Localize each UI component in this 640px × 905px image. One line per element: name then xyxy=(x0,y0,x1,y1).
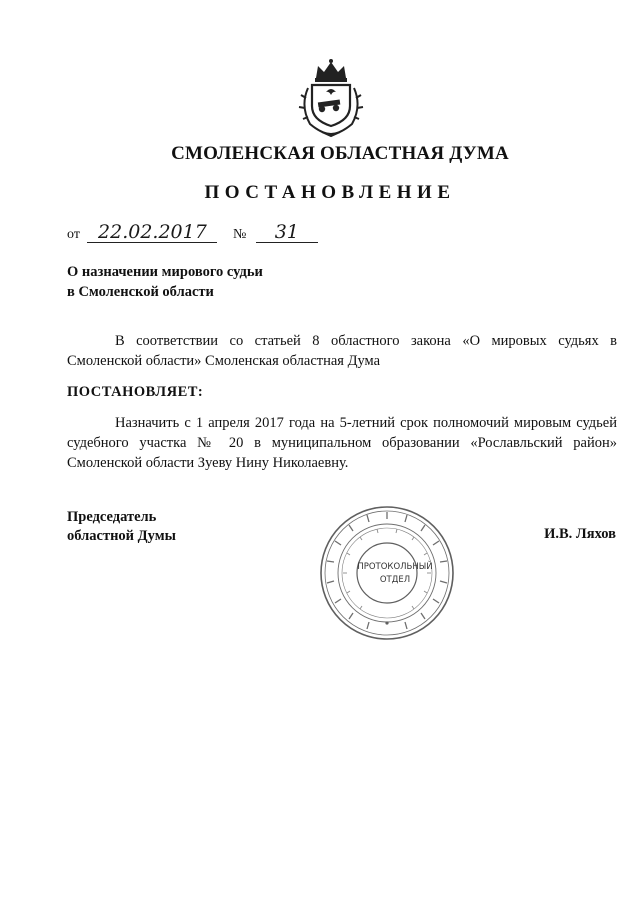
registration-line xyxy=(67,222,318,246)
signer-title-line-1: Председатель xyxy=(67,509,157,525)
signer-title-line-2: областной Думы xyxy=(67,528,176,544)
coat-of-arms-icon xyxy=(296,58,366,138)
number-prefix: № xyxy=(232,227,247,242)
document-type-heading: ПОСТАНОВЛЕНИЕ xyxy=(204,182,456,203)
signer-name: И.В. Ляхов xyxy=(544,526,616,542)
subject-line-1: О назначении мирового судьи xyxy=(67,264,263,280)
signer-title xyxy=(67,508,267,546)
seal-center-line-2: ОТДЕЛ xyxy=(379,575,411,585)
handwritten-date: 22.02.2017 xyxy=(87,222,217,243)
document-subject xyxy=(67,262,367,302)
organization-title: СМОЛЕНСКАЯ ОБЛАСТНАЯ ДУМА xyxy=(171,143,509,164)
handwritten-number: 31 xyxy=(256,222,318,243)
date-prefix: от xyxy=(67,227,80,242)
seal-center-line-1: ПРОТОКОЛЬНЫЙ xyxy=(357,562,433,572)
seal-center-text xyxy=(357,561,433,587)
resolves-heading: ПОСТАНОВЛЯЕТ: xyxy=(67,384,204,400)
preamble-paragraph: В соответствии со статьей 8 областного закона «О мировых судьях в Смоленской области» Смоленская областная Дума xyxy=(67,333,617,369)
subject-line-2: в Смоленской области xyxy=(67,284,214,300)
decision-paragraph: Назначить с 1 апреля 2017 года на 5-летний срок полномочий мировым судьей судебного участка № 20 в муниципальном образовании «Рославльский район» Смоленской области Зуеву Нину Николаевну. xyxy=(67,415,617,471)
